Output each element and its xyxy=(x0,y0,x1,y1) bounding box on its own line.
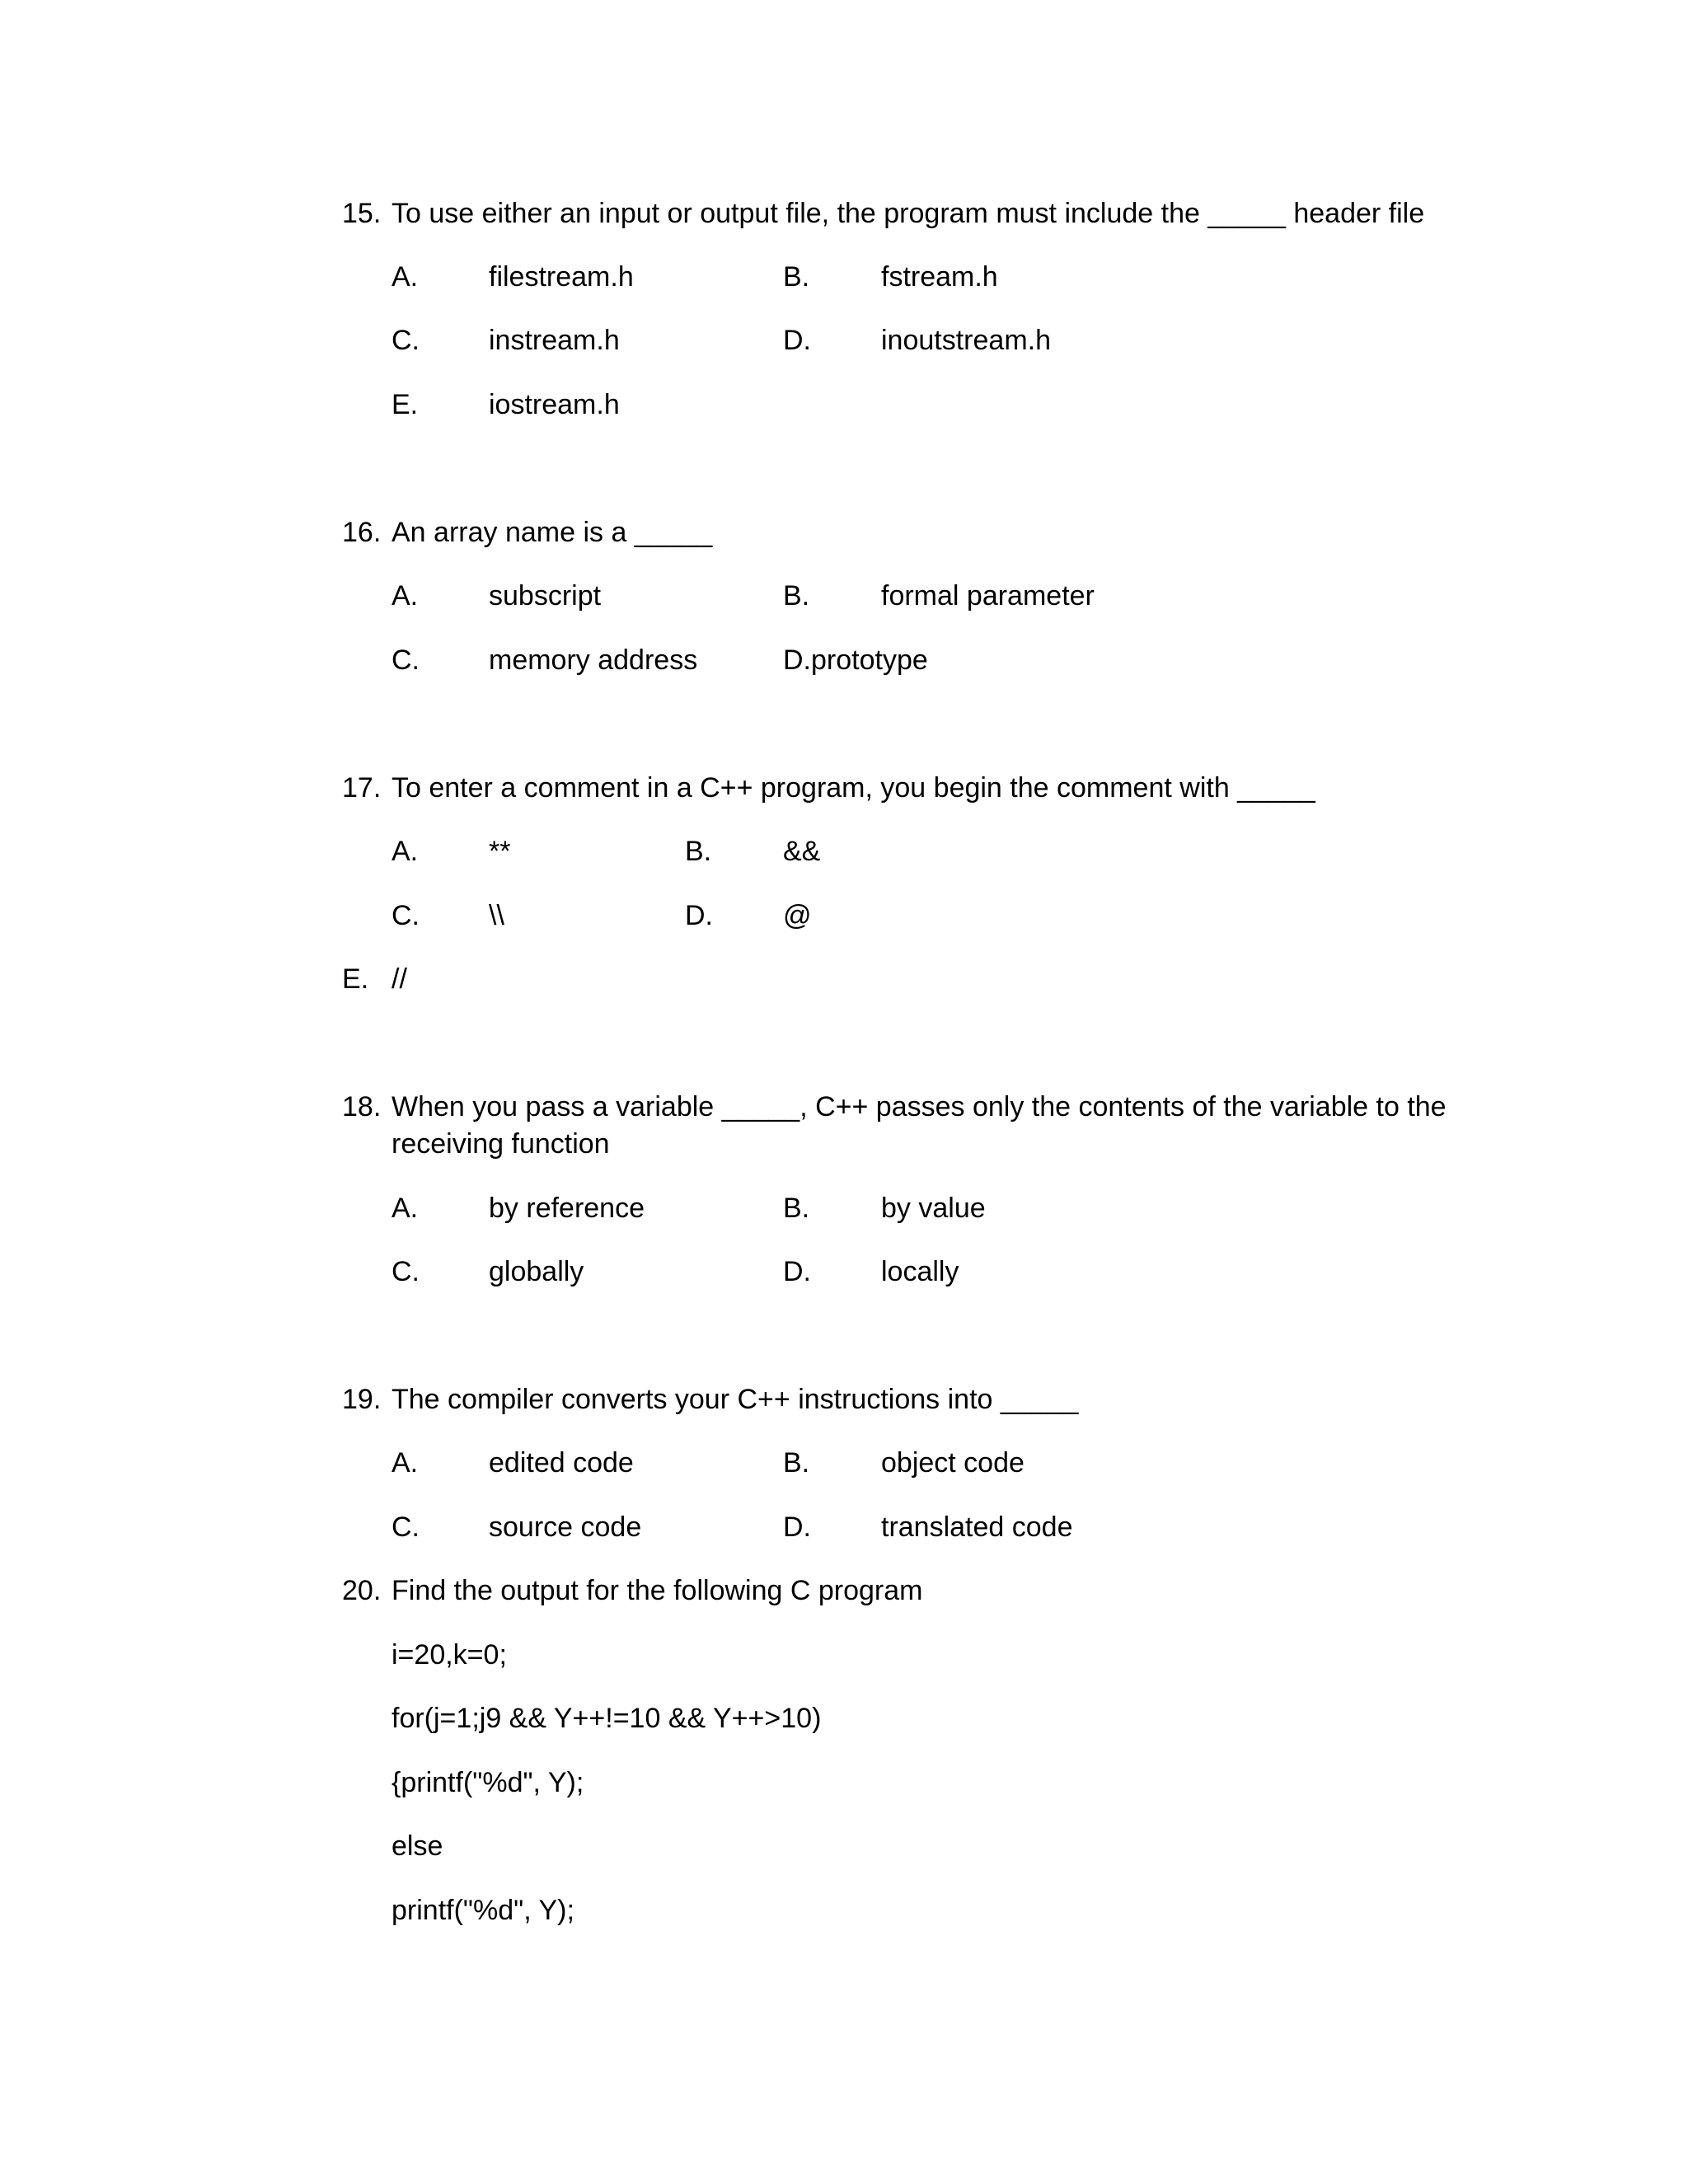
question-19-stem: The compiler converts your C++ instructions into _____ xyxy=(392,1384,1079,1415)
q16-option-c-letter: C. xyxy=(392,644,420,676)
q20-code-line-5: printf("%d", Y); xyxy=(392,1895,574,1926)
q15-option-e-text: iostream.h xyxy=(489,389,620,420)
q20-code-line-4: else xyxy=(392,1830,443,1862)
q17-option-d-text: @ xyxy=(783,900,812,931)
q16-option-c-text: memory address xyxy=(489,644,698,676)
q19-option-d-letter: D. xyxy=(783,1511,811,1543)
q19-option-c-letter: C. xyxy=(392,1511,420,1543)
q15-option-b-text: fstream.h xyxy=(881,261,998,293)
q17-option-b-letter: B. xyxy=(685,836,712,867)
q16-option-b-text: formal parameter xyxy=(881,580,1095,612)
q20-code-line-2: for(j=1;j9 && Y++!=10 && Y++>10) xyxy=(392,1703,822,1734)
q18-option-b-text: by value xyxy=(881,1193,986,1224)
q15-option-d-text: inoutstream.h xyxy=(881,325,1051,356)
q17-option-c-letter: C. xyxy=(392,900,420,931)
question-17-stem: To enter a comment in a C++ program, you begin the comment with _____ xyxy=(392,772,1315,804)
q15-option-c-text: instream.h xyxy=(489,325,620,356)
q17-option-e-letter: E. xyxy=(342,963,369,995)
q17-option-e-text: // xyxy=(392,963,407,995)
question-15-stem: To use either an input or output file, the program must include the _____ header file xyxy=(392,198,1425,229)
q15-option-c-letter: C. xyxy=(392,325,420,356)
q19-option-d-text: translated code xyxy=(881,1511,1073,1543)
question-20-number: 20. xyxy=(342,1575,382,1606)
q17-option-a-text: ** xyxy=(489,836,511,867)
q17-option-c-text: \\ xyxy=(489,900,504,931)
q18-option-d-letter: D. xyxy=(783,1256,811,1287)
q18-option-d-text: locally xyxy=(881,1256,959,1287)
q15-option-a-text: filestream.h xyxy=(489,261,634,293)
question-17-number: 17. xyxy=(342,772,382,804)
q15-option-b-letter: B. xyxy=(783,261,810,293)
question-20-stem: Find the output for the following C program xyxy=(392,1575,923,1606)
q19-option-a-text: edited code xyxy=(489,1447,634,1479)
q19-option-b-text: object code xyxy=(881,1447,1025,1479)
q20-code-line-3: {printf("%d", Y); xyxy=(392,1767,584,1798)
q19-option-c-text: source code xyxy=(489,1511,642,1543)
q18-option-c-text: globally xyxy=(489,1256,584,1287)
q16-option-b-letter: B. xyxy=(783,580,810,612)
q19-option-b-letter: B. xyxy=(783,1447,810,1479)
question-15-number: 15. xyxy=(342,198,382,229)
question-18-stem-line1: When you pass a variable _____, C++ passes only the contents of the variable to the xyxy=(392,1091,1447,1122)
q18-option-a-text: by reference xyxy=(489,1193,645,1224)
q16-option-a-text: subscript xyxy=(489,580,602,612)
q15-option-e-letter: E. xyxy=(392,389,419,420)
q16-option-a-letter: A. xyxy=(392,580,419,612)
q18-option-a-letter: A. xyxy=(392,1193,419,1224)
q16-option-d-text: D.prototype xyxy=(783,644,928,676)
q17-option-a-letter: A. xyxy=(392,836,419,867)
q20-code-line-1: i=20,k=0; xyxy=(392,1639,507,1671)
question-18-stem-line2: receiving function xyxy=(392,1128,610,1160)
q18-option-b-letter: B. xyxy=(783,1193,810,1224)
q19-option-a-letter: A. xyxy=(392,1447,419,1479)
q15-option-a-letter: A. xyxy=(392,261,419,293)
q17-option-b-text: && xyxy=(783,836,821,867)
question-18-number: 18. xyxy=(342,1091,382,1122)
q15-option-d-letter: D. xyxy=(783,325,811,356)
q18-option-c-letter: C. xyxy=(392,1256,420,1287)
q17-option-d-letter: D. xyxy=(685,900,713,931)
question-19-number: 19. xyxy=(342,1384,382,1415)
question-16-number: 16. xyxy=(342,517,382,548)
question-16-stem: An array name is a _____ xyxy=(392,517,713,548)
